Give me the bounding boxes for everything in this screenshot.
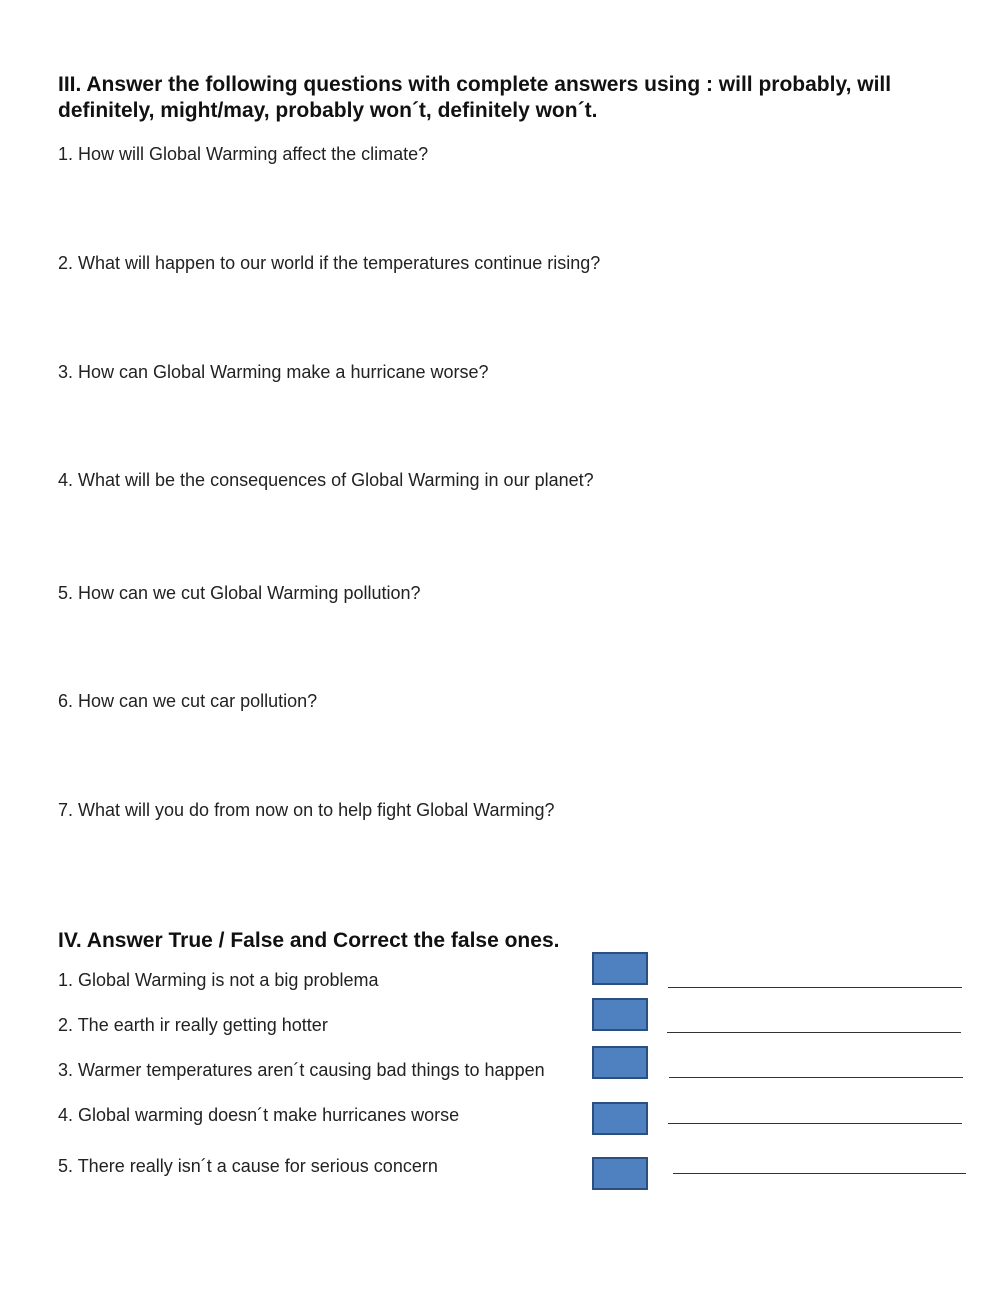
true-false-answer-box-5[interactable]: [592, 1157, 648, 1190]
question-4: 4. What will be the consequences of Global Warming in our planet?: [58, 470, 594, 490]
correction-line-3[interactable]: [669, 1077, 963, 1078]
statement-4: 4. Global warming doesn´t make hurricanes worse: [58, 1105, 460, 1125]
statement-1: 1. Global Warming is not a big problema: [58, 970, 379, 990]
correction-line-1[interactable]: [668, 987, 962, 988]
true-false-answer-box-3[interactable]: [592, 1046, 648, 1079]
question-2: 2. What will happen to our world if the temperatures continue rising?: [58, 253, 601, 273]
statement-3: 3. Warmer temperatures aren´t causing bad things to happen: [58, 1060, 545, 1080]
question-6: 6. How can we cut car pollution?: [58, 691, 318, 711]
true-false-answer-box-2[interactable]: [592, 998, 648, 1031]
correction-line-5[interactable]: [673, 1173, 966, 1174]
question-5: 5. How can we cut Global Warming pollution?: [58, 583, 421, 603]
true-false-answer-box-1[interactable]: [592, 952, 648, 985]
correction-line-2[interactable]: [667, 1032, 961, 1033]
statement-5: 5. There really isn´t a cause for serious concern: [58, 1156, 438, 1176]
question-3: 3. How can Global Warming make a hurricane worse?: [58, 362, 489, 382]
section-4-heading: IV. Answer True / False and Correct the false ones.: [58, 929, 560, 952]
section-3-heading: III. Answer the following questions with complete answers using : will probably, will definitely, might/may, probably won´t, definitely won´t.: [58, 73, 892, 122]
question-7: 7. What will you do from now on to help fight Global Warming?: [58, 800, 555, 820]
correction-line-4[interactable]: [668, 1123, 962, 1124]
true-false-answer-box-4[interactable]: [592, 1102, 648, 1135]
question-1: 1. How will Global Warming affect the climate?: [58, 144, 429, 164]
statement-2: 2. The earth ir really getting hotter: [58, 1015, 328, 1035]
